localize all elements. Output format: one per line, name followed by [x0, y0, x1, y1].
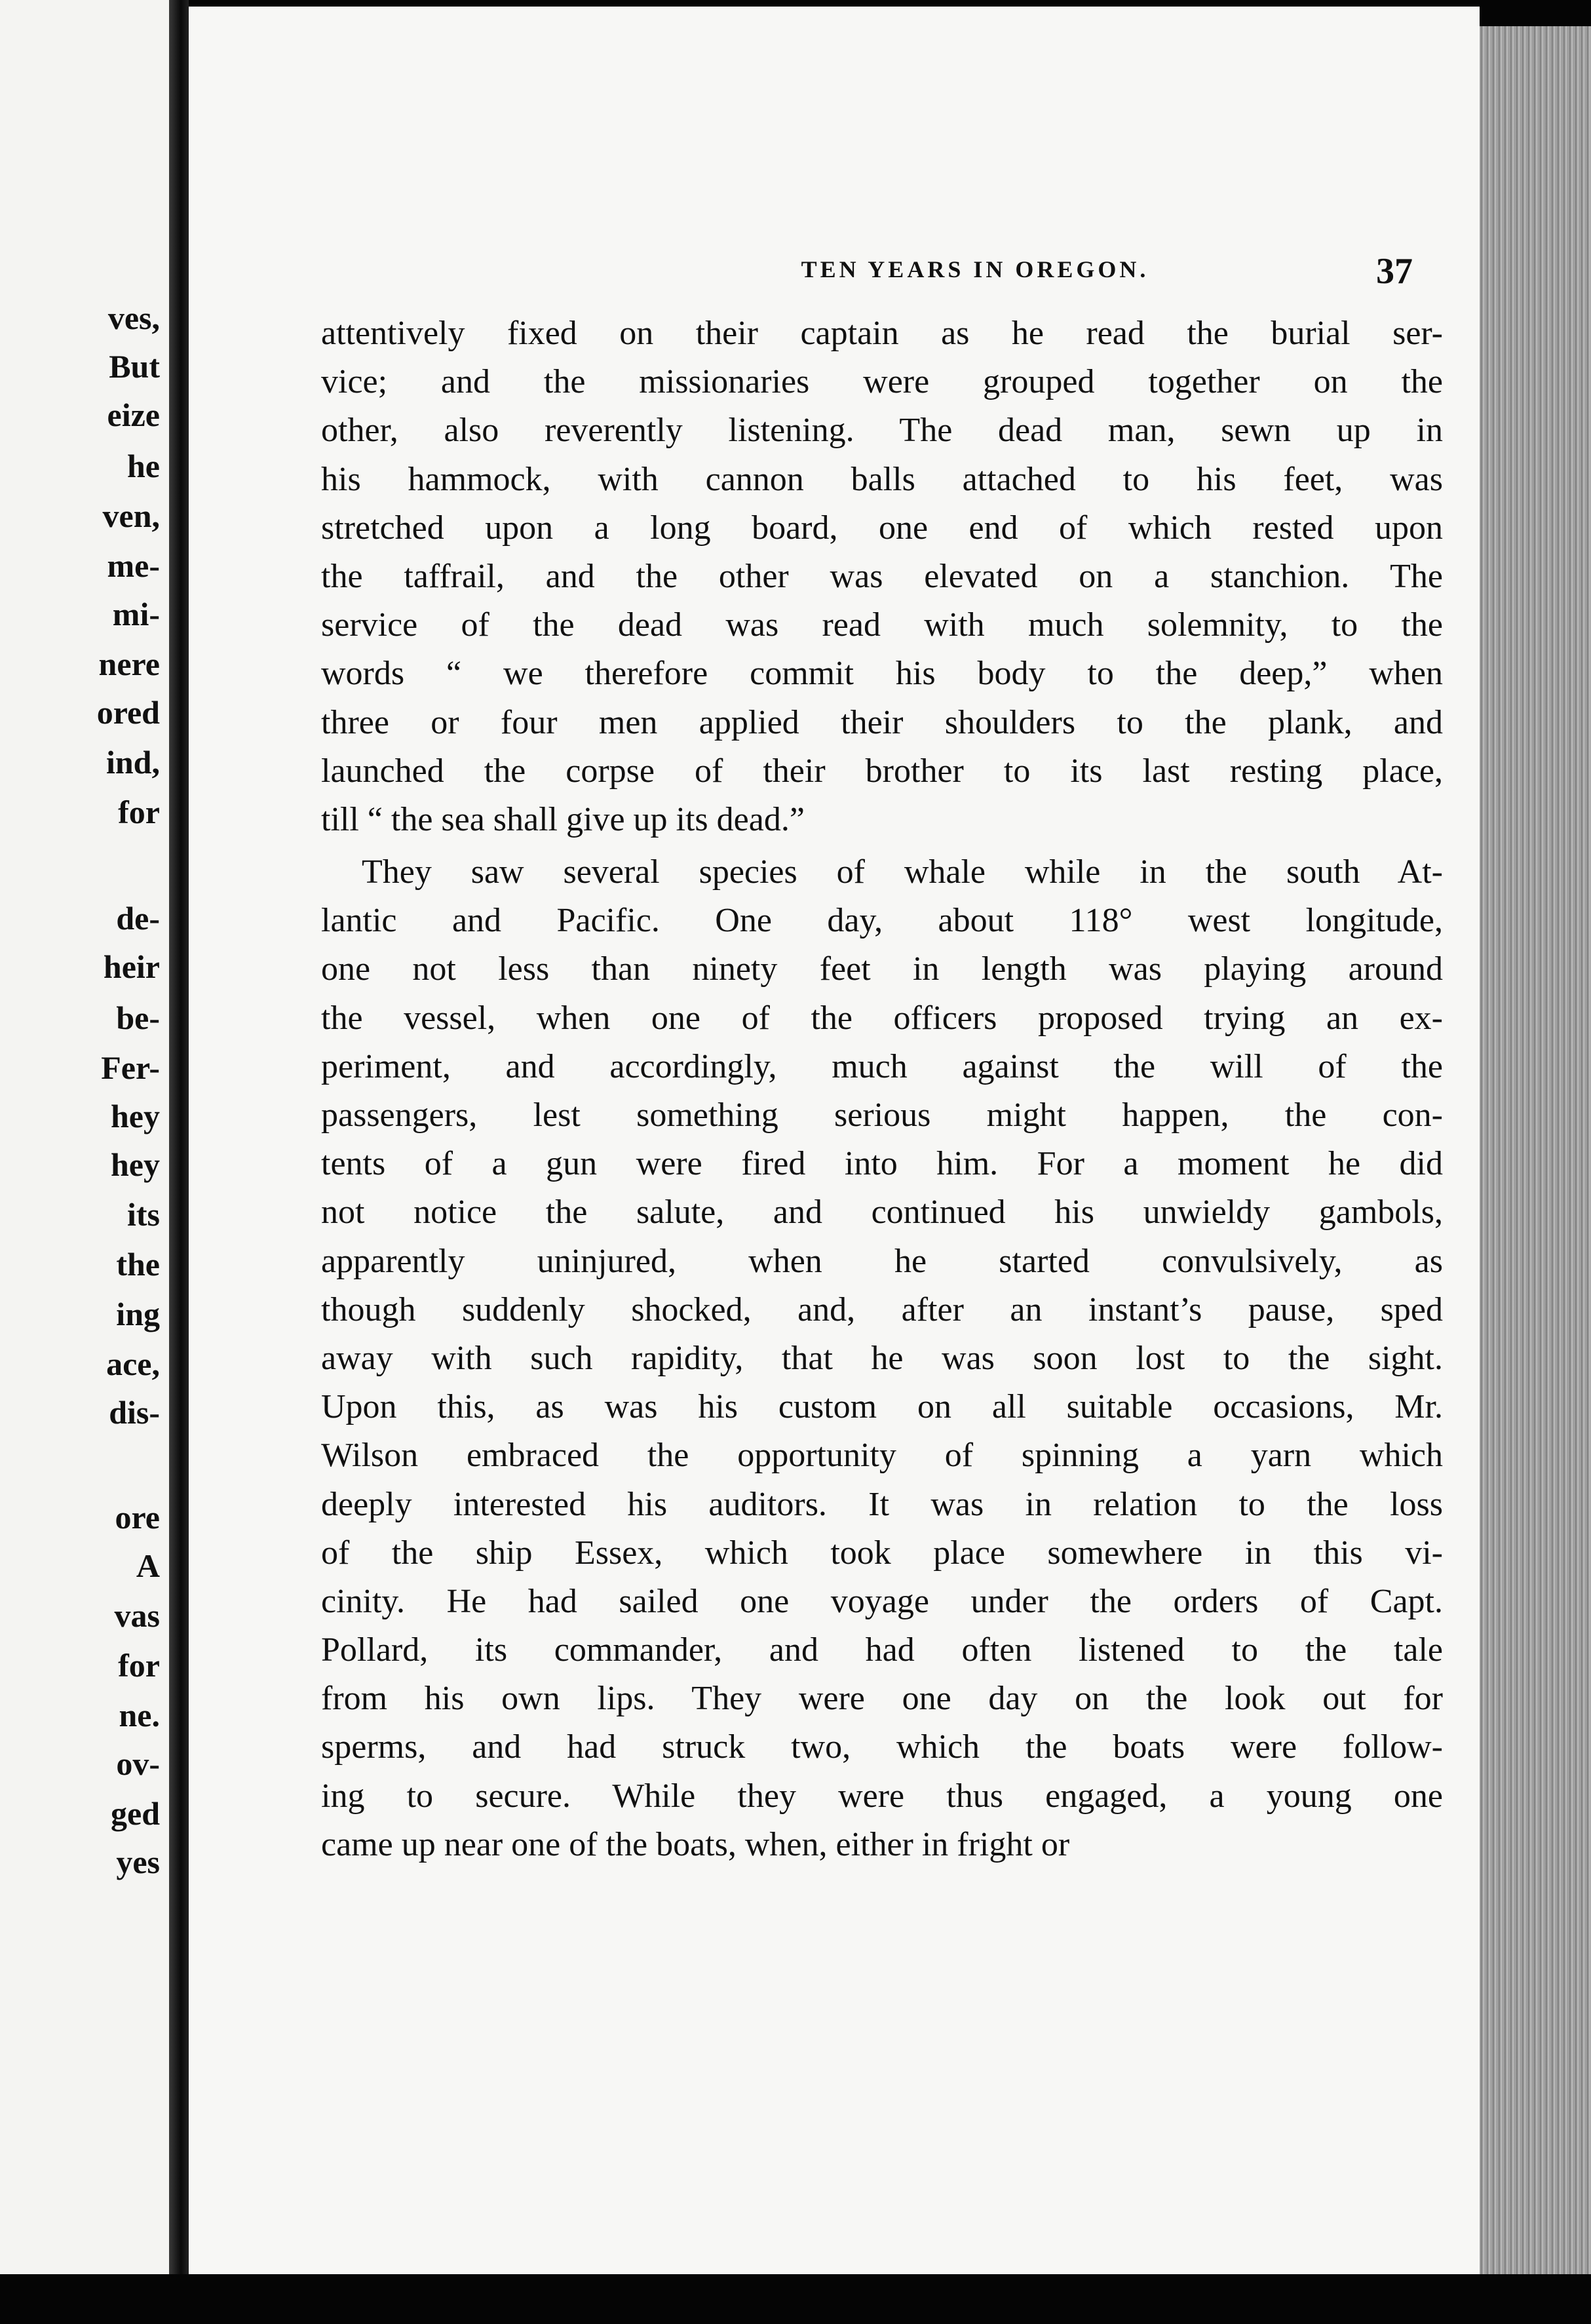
- left-page-fragment: be-: [116, 999, 160, 1036]
- text-line: three or four men applied their shoulders to the plank, and: [321, 703, 1443, 741]
- left-page-fragment: heir: [103, 948, 160, 985]
- left-page-fragment: A: [136, 1547, 160, 1584]
- text-line: Pollard, its commander, and had often listened to the tale: [321, 1631, 1443, 1669]
- text-line: of the ship Essex, which took place somewhere in this vi-: [321, 1534, 1443, 1572]
- left-page-fragment: dis-: [109, 1394, 160, 1431]
- text-line: away with such rapidity, that he was soon lost to the sight.: [321, 1339, 1443, 1377]
- text-line: came up near one of the boats, when, either in fright or: [321, 1825, 1070, 1863]
- text-line: till “ the sea shall give up its dead.”: [321, 800, 805, 838]
- text-line: periment, and accordingly, much against the will of the: [321, 1047, 1443, 1085]
- text-line: apparently uninjured, when he started convulsively, as: [321, 1242, 1443, 1280]
- left-page-fragment: hey: [111, 1146, 160, 1183]
- text-line: other, also reverently listening. The dead man, sewn up in: [321, 412, 1443, 450]
- left-page-fragment: the: [116, 1246, 160, 1283]
- text-line: the vessel, when one of the officers proposed trying an ex-: [321, 999, 1443, 1037]
- left-page-fragment: yes: [116, 1844, 160, 1880]
- text-line: Upon this, as was his custom on all suitable occasions, Mr.: [321, 1388, 1443, 1426]
- left-page-fragment: mi-: [112, 596, 160, 632]
- scan-border: [0, 2274, 1591, 2324]
- left-page-fragment: for: [118, 794, 160, 830]
- text-line: tents of a gun were fired into him. For a moment he did: [321, 1145, 1443, 1183]
- left-page-fragment: eize: [107, 397, 160, 433]
- left-page-fragment: ged: [111, 1795, 160, 1832]
- text-line: attentively fixed on their captain as he read the burial ser-: [321, 315, 1443, 352]
- left-page-fragment: ing: [116, 1296, 160, 1332]
- right-page: [189, 7, 1480, 2274]
- left-page-fragment: hey: [111, 1098, 160, 1134]
- text-line: vice; and the missionaries were grouped together on the: [321, 363, 1443, 401]
- paragraph: [321, 309, 1443, 844]
- left-page-fragment: ov-: [116, 1745, 160, 1782]
- book-gutter: [169, 0, 189, 2274]
- left-page-fragment: he: [127, 448, 160, 484]
- left-page-fragment: vas: [114, 1597, 160, 1634]
- paragraph: [321, 848, 1443, 1869]
- left-page-fragment: ored: [96, 694, 160, 731]
- text-line: deeply interested his auditors. It was in relation to the loss: [321, 1485, 1443, 1523]
- left-page-fragment: me-: [107, 547, 160, 584]
- text-line: ing to secure. While they were thus engaged, a young one: [321, 1777, 1443, 1815]
- text-line: sperms, and had struck two, which the boats were follow-: [321, 1728, 1443, 1766]
- text-line: from his own lips. They were one day on the look out for: [321, 1680, 1443, 1718]
- left-page-fragment: ves,: [107, 300, 160, 336]
- body-text: [321, 309, 1443, 1869]
- text-line: Wilson embraced the opportunity of spinning a yarn which: [321, 1437, 1443, 1475]
- text-line: service of the dead was read with much solemnity, to the: [321, 606, 1443, 644]
- text-line: one not less than ninety feet in length was playing around: [321, 950, 1443, 988]
- left-page-fragment: ace,: [106, 1346, 160, 1382]
- text-line: They saw several species of whale while in the south At-: [362, 853, 1443, 891]
- left-page-fragment: ore: [115, 1499, 160, 1536]
- text-line: passengers, lest something serious might happen, the con-: [321, 1096, 1443, 1134]
- left-page-fragment: for: [118, 1647, 160, 1684]
- text-line: cinity. He had sailed one voyage under the orders of Capt.: [321, 1582, 1443, 1620]
- text-line: not notice the salute, and continued his unwieldy gambols,: [321, 1193, 1443, 1231]
- text-line: lantic and Pacific. One day, about 118° west longitude,: [321, 902, 1443, 940]
- left-facing-page: [0, 0, 169, 2274]
- text-line: launched the corpse of their brother to its last resting place,: [321, 752, 1443, 790]
- left-page-fragment: ne.: [119, 1697, 160, 1733]
- left-page-fragment: de-: [116, 900, 160, 937]
- text-line: stretched upon a long board, one end of which rested upon: [321, 509, 1443, 547]
- left-page-fragment: ven,: [102, 497, 160, 534]
- running-title: TEN YEARS IN OREGON.: [801, 256, 1149, 282]
- left-page-fragment: its: [127, 1196, 160, 1233]
- text-line: words “ we therefore commit his body to the deep,” when: [321, 655, 1443, 693]
- text-line: though suddenly shocked, and, after an instant’s pause, sped: [321, 1290, 1443, 1328]
- text-line: his hammock, with cannon balls attached to his feet, was: [321, 460, 1443, 498]
- left-page-fragment: nere: [98, 646, 160, 682]
- page-edges: [1480, 26, 1591, 2281]
- left-page-fragment: Fer-: [101, 1049, 160, 1086]
- left-page-fragment: ind,: [105, 744, 160, 781]
- page-number: 37: [1376, 251, 1413, 292]
- left-page-fragment: But: [109, 348, 160, 385]
- text-line: the taffrail, and the other was elevated on a stanchion. The: [321, 557, 1443, 595]
